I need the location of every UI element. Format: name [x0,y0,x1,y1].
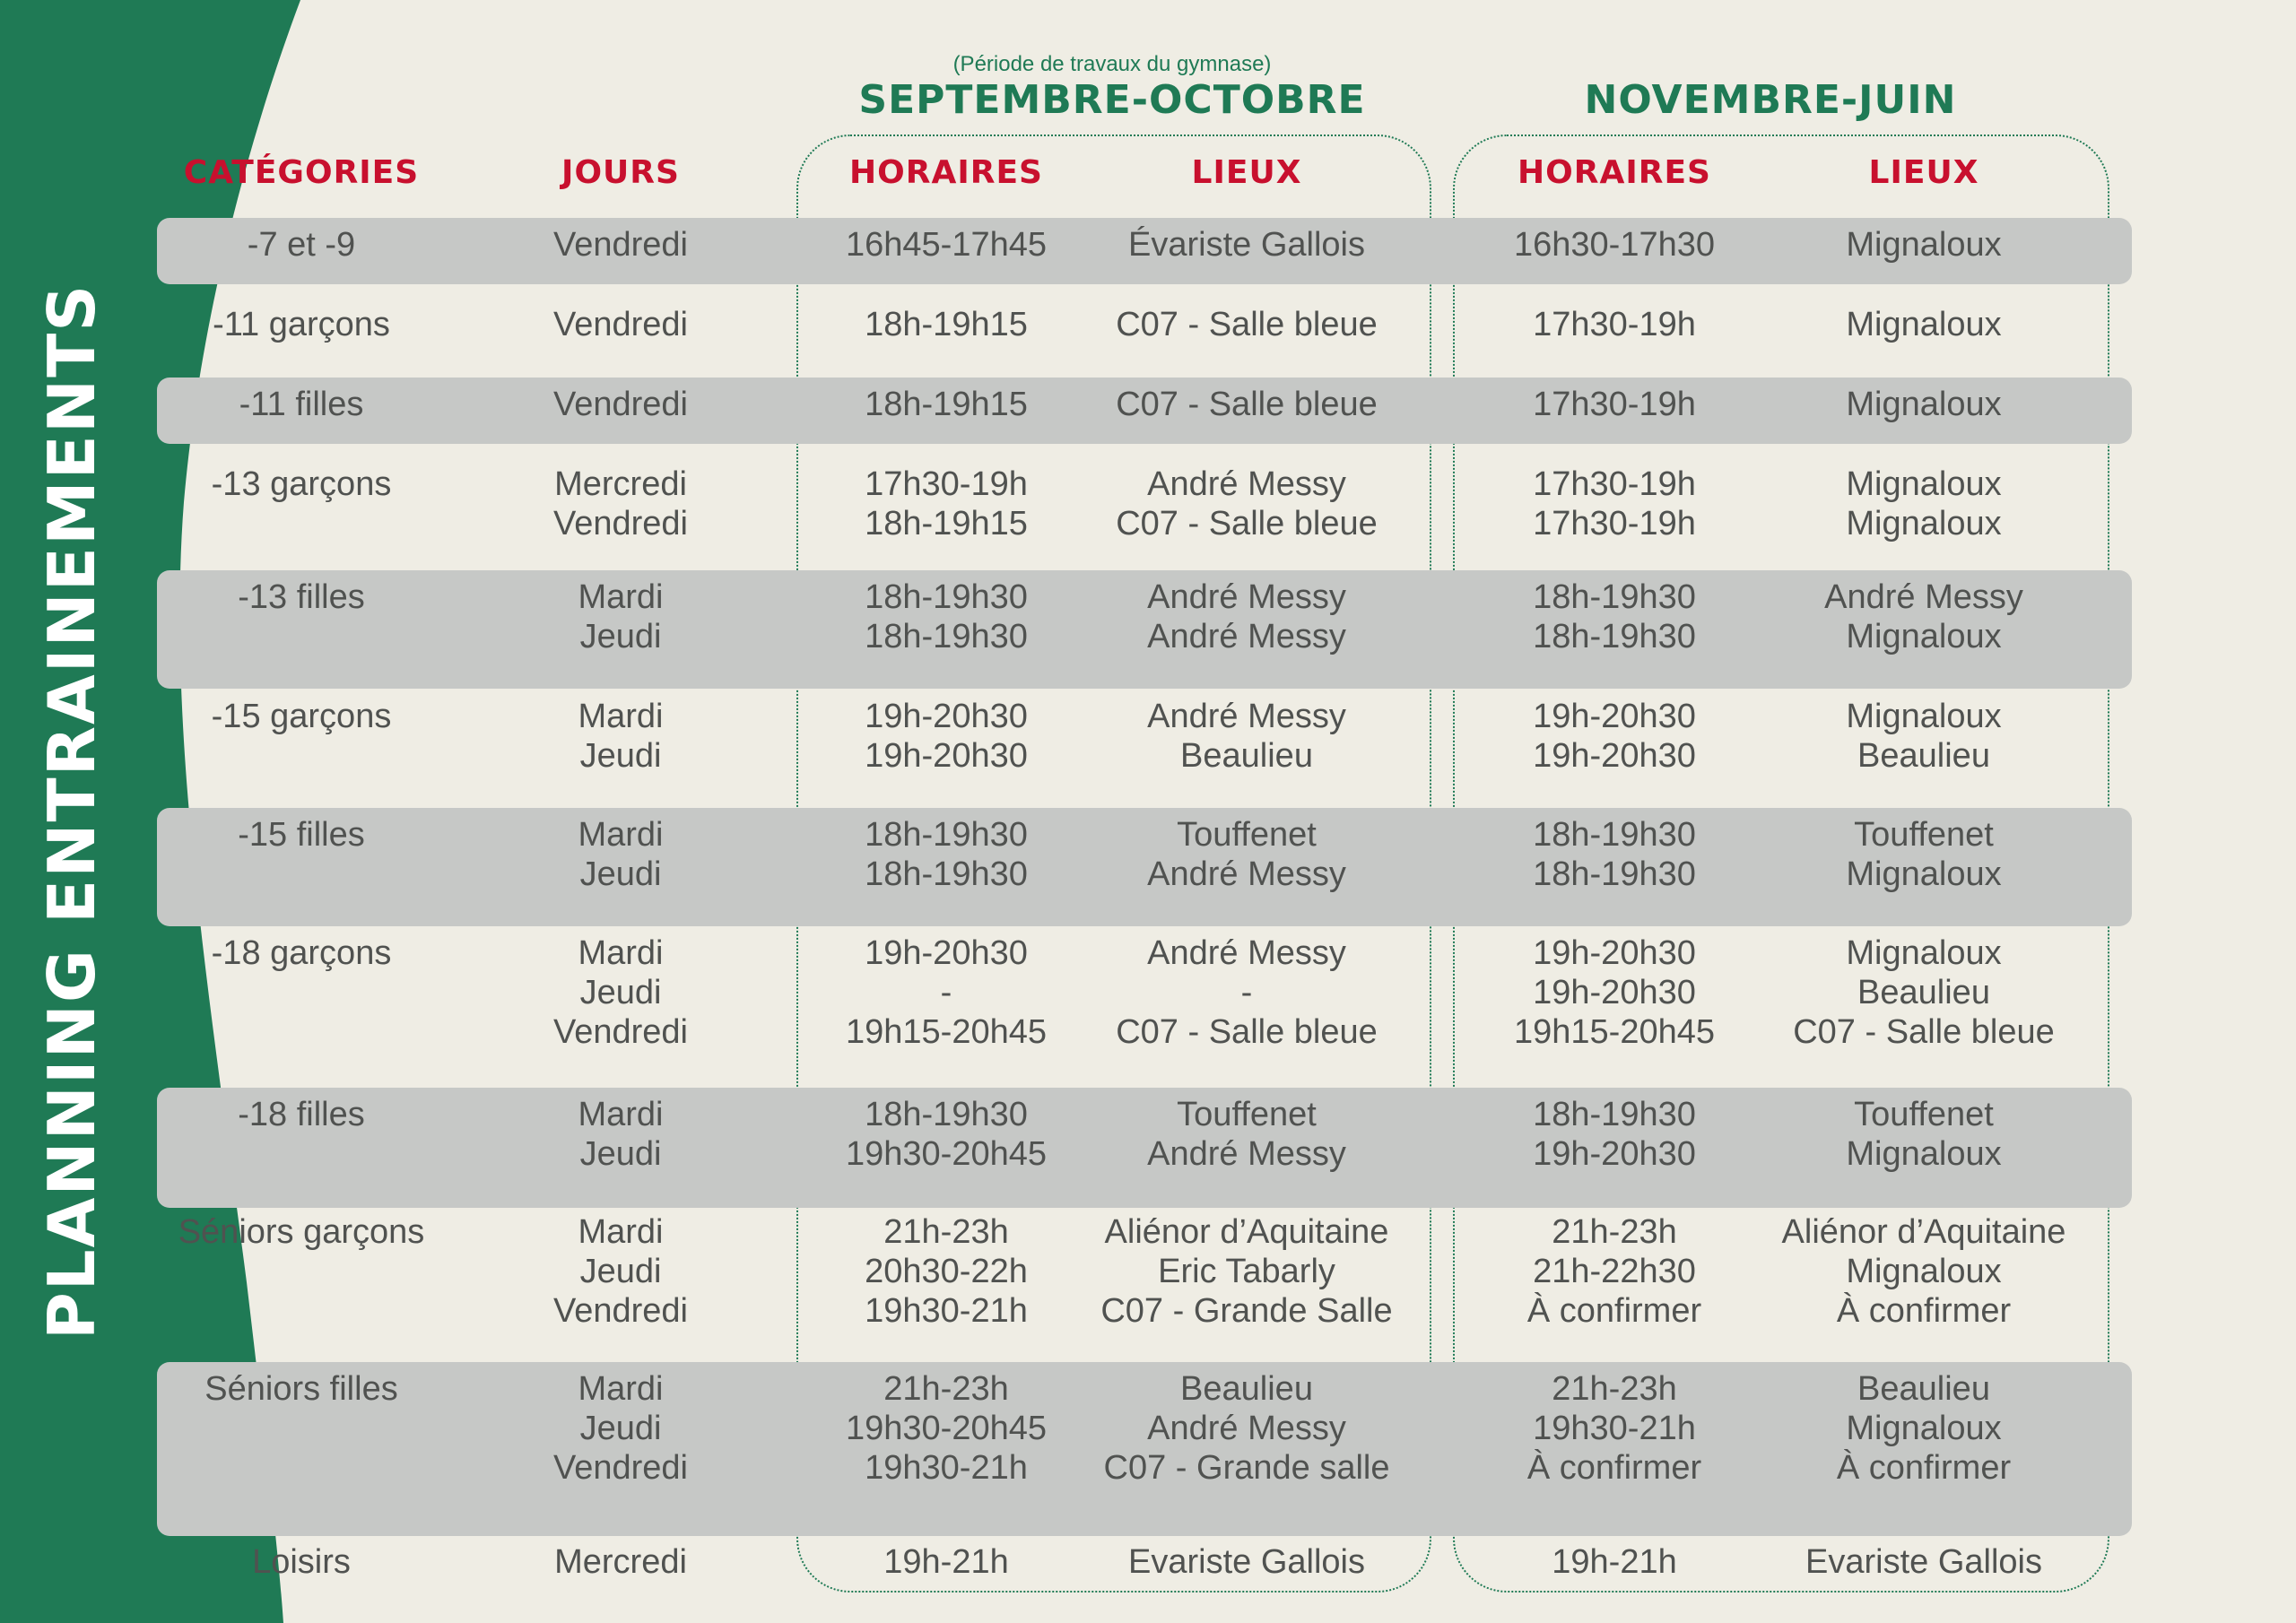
cell-h1: 19h-20h30 - 19h15-20h45 [846,934,1047,1051]
header-lieux-period1: LIEUX [1191,154,1302,191]
cell-h1: 18h-19h15 [865,386,1028,423]
cell-l2: Aliénor d’Aquitaine Mignaloux À confirmer [1781,1213,2066,1330]
cell-cat: Loisirs [252,1543,351,1581]
period1-title: SEPTEMBRE-OCTOBRE [858,77,1366,123]
cell-h2: 17h30-19h [1533,386,1696,423]
cell-l2: Mignaloux Beaulieu C07 - Salle bleue [1793,934,2055,1051]
cell-jours: Vendredi [552,386,688,423]
cell-l2: Touffenet Mignaloux [1846,1096,2002,1173]
cell-jours: Mardi Jeudi [578,578,664,655]
cell-h1: 17h30-19h 18h-19h15 [865,465,1028,542]
cell-l1: André Messy - C07 - Salle bleue [1116,934,1378,1051]
cell-jours: Mardi Jeudi [578,816,664,893]
cell-cat: -7 et -9 [247,226,356,264]
header-horaires-period2: HORAIRES [1518,154,1711,191]
cell-cat: -18 garçons [211,934,392,972]
cell-h1: 16h45-17h45 [846,226,1047,264]
cell-l2: Mignaloux [1846,386,2002,423]
cell-cat: -13 filles [238,578,365,616]
cell-l1: André Messy Beaulieu [1147,698,1346,775]
cell-l1: Évariste Gallois [1128,226,1365,264]
cell-l2: Mignaloux [1846,226,2002,264]
cell-h2: 21h-23h 21h-22h30 À confirmer [1526,1213,1702,1330]
cell-cat: Séniors garçons [178,1213,425,1251]
cell-h2: 18h-19h30 18h-19h30 [1533,578,1696,655]
cell-h2: 19h-20h30 19h-20h30 [1533,698,1696,775]
period1-note: (Période de travaux du gymnase) [952,52,1272,76]
cell-h1: 18h-19h30 18h-19h30 [865,578,1028,655]
cell-l2: Evariste Gallois [1805,1543,2042,1581]
cell-l1: C07 - Salle bleue [1116,306,1378,343]
cell-h1: 19h-21h [883,1543,1009,1581]
cell-cat: -11 garçons [213,306,390,343]
cell-cat: -13 garçons [211,465,392,503]
cell-l2: Mignaloux Beaulieu [1846,698,2002,775]
cell-jours: Mercredi [554,1543,687,1581]
cell-jours: Vendredi [552,226,688,264]
header-jours: JOURS [561,154,680,191]
cell-l1: André Messy C07 - Salle bleue [1116,465,1378,542]
cell-jours: Mardi Jeudi Vendredi [552,934,688,1051]
cell-l1: Touffenet André Messy [1147,1096,1346,1173]
cell-jours: Vendredi [552,306,688,343]
cell-l2: André Messy Mignaloux [1824,578,2023,655]
cell-jours: Mardi Jeudi [578,1096,664,1173]
cell-h1: 19h-20h30 19h-20h30 [865,698,1028,775]
cell-h1: 21h-23h 19h30-20h45 19h30-21h [846,1370,1047,1487]
cell-l2: Mignaloux [1846,306,2002,343]
cell-l1: Aliénor d’Aquitaine Eric Tabarly C07 - Grande Salle [1100,1213,1393,1330]
cell-h2: 17h30-19h 17h30-19h [1533,465,1696,542]
cell-cat: -11 filles [239,386,364,423]
cell-h2: 18h-19h30 18h-19h30 [1533,816,1696,893]
cell-h1: 21h-23h 20h30-22h 19h30-21h [865,1213,1028,1330]
cell-l2: Mignaloux Mignaloux [1846,465,2002,542]
cell-h2: 18h-19h30 19h-20h30 [1533,1096,1696,1173]
period2-title: NOVEMBRE-JUIN [1584,77,1957,123]
header-categories: CATÉGORIES [183,154,420,191]
cell-h1: 18h-19h30 19h30-20h45 [846,1096,1047,1173]
cell-l2: Beaulieu Mignaloux À confirmer [1836,1370,2012,1487]
cell-cat: -15 filles [238,816,365,854]
cell-h1: 18h-19h30 18h-19h30 [865,816,1028,893]
cell-l1: Evariste Gallois [1128,1543,1365,1581]
cell-h2: 21h-23h 19h30-21h À confirmer [1526,1370,1702,1487]
cell-h1: 18h-19h15 [865,306,1028,343]
cell-jours: Mardi Jeudi Vendredi [552,1370,688,1487]
cell-h2: 17h30-19h [1533,306,1696,343]
cell-jours: Mardi Jeudi Vendredi [552,1213,688,1330]
cell-l1: Beaulieu André Messy C07 - Grande salle [1103,1370,1390,1487]
header-horaires-period1: HORAIRES [849,154,1043,191]
cell-l2: Touffenet Mignaloux [1846,816,2002,893]
cell-h2: 16h30-17h30 [1514,226,1715,264]
cell-cat: -18 filles [238,1096,365,1133]
cell-cat: -15 garçons [211,698,392,735]
side-title: PLANNING ENTRAINEMENTS [34,282,109,1341]
cell-l1: C07 - Salle bleue [1116,386,1378,423]
cell-l1: Touffenet André Messy [1147,816,1346,893]
cell-h2: 19h-20h30 19h-20h30 19h15-20h45 [1514,934,1715,1051]
cell-jours: Mardi Jeudi [578,698,664,775]
cell-cat: Séniors filles [204,1370,398,1408]
header-lieux-period2: LIEUX [1868,154,1979,191]
cell-h2: 19h-21h [1552,1543,1677,1581]
cell-l1: André Messy André Messy [1147,578,1346,655]
cell-jours: Mercredi Vendredi [552,465,688,542]
